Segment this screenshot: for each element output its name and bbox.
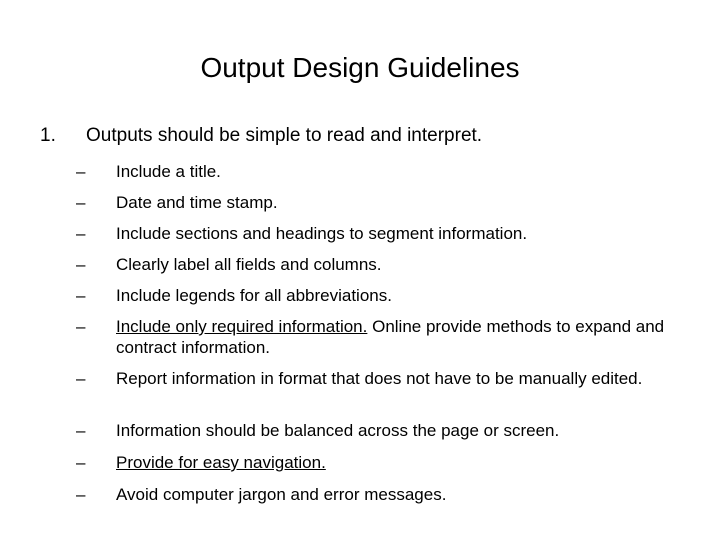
dash-marker: –	[76, 369, 86, 388]
dash-marker: –	[76, 421, 86, 440]
underlined-text: Provide for easy navigation.	[116, 453, 326, 472]
bullet-text	[116, 452, 676, 473]
dash-marker: –	[76, 255, 86, 274]
dash-marker: –	[76, 286, 86, 305]
bullet-text: Information should be balanced across the page or screen.	[116, 421, 560, 440]
bullet-text: Clearly label all fields and columns.	[116, 255, 382, 274]
bullet-text: Include sections and headings to segment information.	[116, 224, 528, 243]
dash-marker: –	[76, 317, 86, 336]
dash-marker: –	[76, 162, 86, 181]
bullet-text: Date and time stamp.	[116, 193, 278, 212]
bullet-text: Include a title.	[116, 162, 221, 181]
bullet-text: Report information in format that does not have to be manually edited.	[116, 369, 643, 388]
bullet-text: Avoid computer jargon and error messages.	[116, 485, 447, 504]
bullet-text	[116, 316, 676, 358]
list-number: 1.	[40, 125, 56, 146]
dash-marker: –	[76, 193, 86, 212]
bullet-text: Include legends for all abbreviations.	[116, 286, 392, 305]
main-item-text: Outputs should be simple to read and interpret.	[86, 125, 483, 146]
dash-marker: –	[76, 453, 86, 472]
slide-title: Output Design Guidelines	[200, 52, 520, 83]
dash-marker: –	[76, 485, 86, 504]
bullet-text-rest: Online provide methods to expand and contract information.	[116, 317, 665, 357]
dash-marker: –	[76, 224, 86, 243]
underlined-text: Include only required information.	[116, 317, 368, 336]
